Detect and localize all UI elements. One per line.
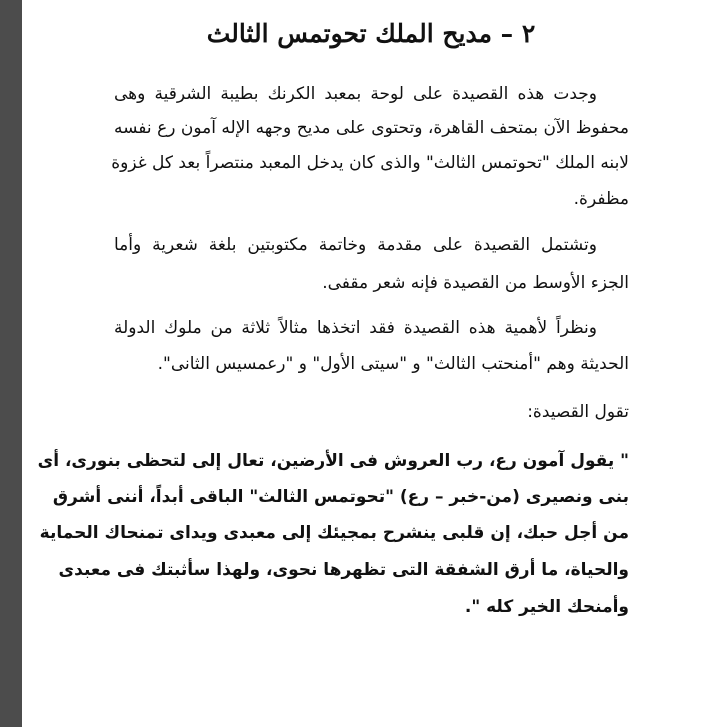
- quote-line: والحياة، ما أرق الشفقة التى تظهرها نحوى، ولهذا سأثبتك فى معبدى: [58, 560, 629, 580]
- quote-line: وأمنحك الخير كله ".: [464, 597, 629, 617]
- paragraph-line: الجزء الأوسط من القصيدة فإنه شعر مقفى.: [322, 273, 629, 293]
- paragraph-line: مظفرة.: [573, 189, 629, 209]
- paragraph-line: ونظراً لأهمية هذه القصيدة فقد اتخذها مثالاً ثلاثة من ملوك الدولة: [114, 318, 597, 338]
- document-page: [22, 0, 720, 727]
- section-heading: ٢ – مديح الملك تحوتمس الثالث: [206, 19, 536, 48]
- paragraph-line: محفوظ الآن بمتحف القاهرة، وتحتوى على مديح وجهه الإله آمون رع نفسه: [114, 118, 629, 138]
- paragraph-line: لابنه الملك "تحوتمس الثالث" والذى كان يدخل المعبد منتصراً بعد كل غزوة: [111, 153, 629, 173]
- quote-intro: تقول القصيدة:: [527, 402, 629, 422]
- paragraph-line: وجدت هذه القصيدة على لوحة بمعبد الكرنك بطيبة الشرقية وهى: [114, 84, 597, 104]
- paragraph-line: الحديثة وهم "أمنحتب الثالث" و "سيتى الأول" و "رعمسيس الثانى".: [157, 354, 629, 374]
- quote-line: بنى ونصيرى (من-خبر – رع) "تحوتمس الثالث" الباقى أبداً، أننى أشرق: [52, 487, 629, 507]
- paragraph-line: وتشتمل القصيدة على مقدمة وخاتمة مكتوبتين بلغة شعرية وأما: [114, 235, 597, 255]
- page-shadow-edge: [0, 0, 22, 727]
- quote-line: من أجل حبك، إن قلبى ينشرح بمجيئك إلى معبدى ويداى تمنحاك الحماية: [39, 523, 629, 543]
- quote-line: " يقول آمون رع، رب العروش فى الأرضين، تعال إلى لتحظى بنورى، أى: [37, 451, 629, 471]
